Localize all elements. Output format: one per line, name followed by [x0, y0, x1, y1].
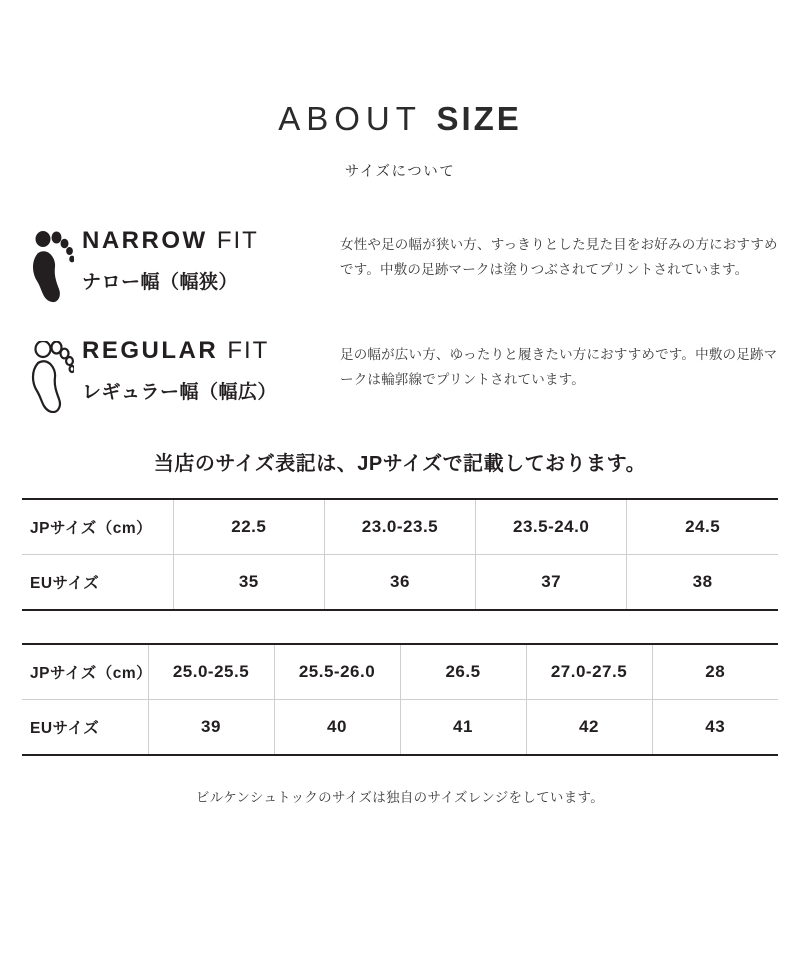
fit-name-en-light-narrow: FIT	[216, 227, 259, 254]
fit-name-en-strong-narrow: NARROW	[82, 227, 208, 254]
size-tables	[0, 498, 800, 756]
table-cell: 37	[476, 555, 627, 611]
fit-name-jp-narrow: ナロー幅（幅狭）	[82, 272, 239, 293]
fit-name-en-strong-regular: REGULAR	[82, 337, 219, 364]
table-cell: 40	[274, 700, 400, 756]
table-cell: 25.0-25.5	[148, 644, 274, 700]
table-cell: 43	[652, 700, 778, 756]
size-notation-notice: 当店のサイズ表記は、JPサイズで記載しております。	[153, 453, 647, 475]
table-cell: 22.5	[173, 499, 324, 555]
table-cell: 26.5	[400, 644, 526, 700]
footprint-filled-icon	[30, 227, 78, 303]
table-cell: 41	[400, 700, 526, 756]
page-header	[0, 0, 800, 181]
size-table-second	[22, 643, 778, 756]
table-row	[22, 700, 778, 756]
page-title	[0, 100, 800, 138]
table-cell: 42	[526, 700, 652, 756]
table-cell: 23.5-24.0	[476, 499, 627, 555]
row-header: EUサイズ	[22, 700, 148, 756]
fit-name-en-light-regular: FIT	[227, 337, 270, 364]
fit-row-narrow	[30, 227, 778, 303]
table-row	[22, 499, 778, 555]
size-footnote: ビルケンシュトックのサイズは独自のサイズレンジをしています。	[195, 790, 605, 805]
table-cell: 25.5-26.0	[274, 644, 400, 700]
table-row	[22, 644, 778, 700]
row-header: JPサイズ（cm）	[22, 644, 148, 700]
fit-name-jp-regular: レギュラー幅（幅広）	[82, 382, 278, 403]
row-header: EUサイズ	[22, 555, 173, 611]
page-title-about: ABOUT	[278, 100, 422, 137]
table-cell: 23.0-23.5	[324, 499, 475, 555]
footprint-outline-icon	[30, 337, 78, 413]
table-cell: 39	[148, 700, 274, 756]
table-cell: 38	[627, 555, 778, 611]
table-spacer	[22, 611, 778, 643]
fit-labels-narrow	[78, 227, 340, 294]
page-title-size: SIZE	[436, 100, 522, 137]
fit-name-en-regular	[82, 337, 340, 365]
size-table-first	[22, 498, 778, 611]
fit-description-regular: 足の幅が広い方、ゆったりと履きたい方におすすめです。中敷の足跡マークは輪郭線でプリントされています。	[340, 347, 778, 387]
fit-row-regular	[30, 337, 778, 413]
fit-list	[0, 227, 800, 413]
page-subtitle: サイズについて	[344, 164, 456, 180]
table-cell: 35	[173, 555, 324, 611]
fit-name-en-narrow	[82, 227, 340, 255]
fit-labels-regular	[78, 337, 340, 404]
table-cell: 28	[652, 644, 778, 700]
table-cell: 24.5	[627, 499, 778, 555]
table-cell: 36	[324, 555, 475, 611]
table-cell: 27.0-27.5	[526, 644, 652, 700]
row-header: JPサイズ（cm）	[22, 499, 173, 555]
table-row	[22, 555, 778, 611]
fit-description-narrow: 女性や足の幅が狭い方、すっきりとした見た目をお好みの方におすすめです。中敷の足跡マークは塗りつぶされてプリントされています。	[340, 237, 778, 277]
